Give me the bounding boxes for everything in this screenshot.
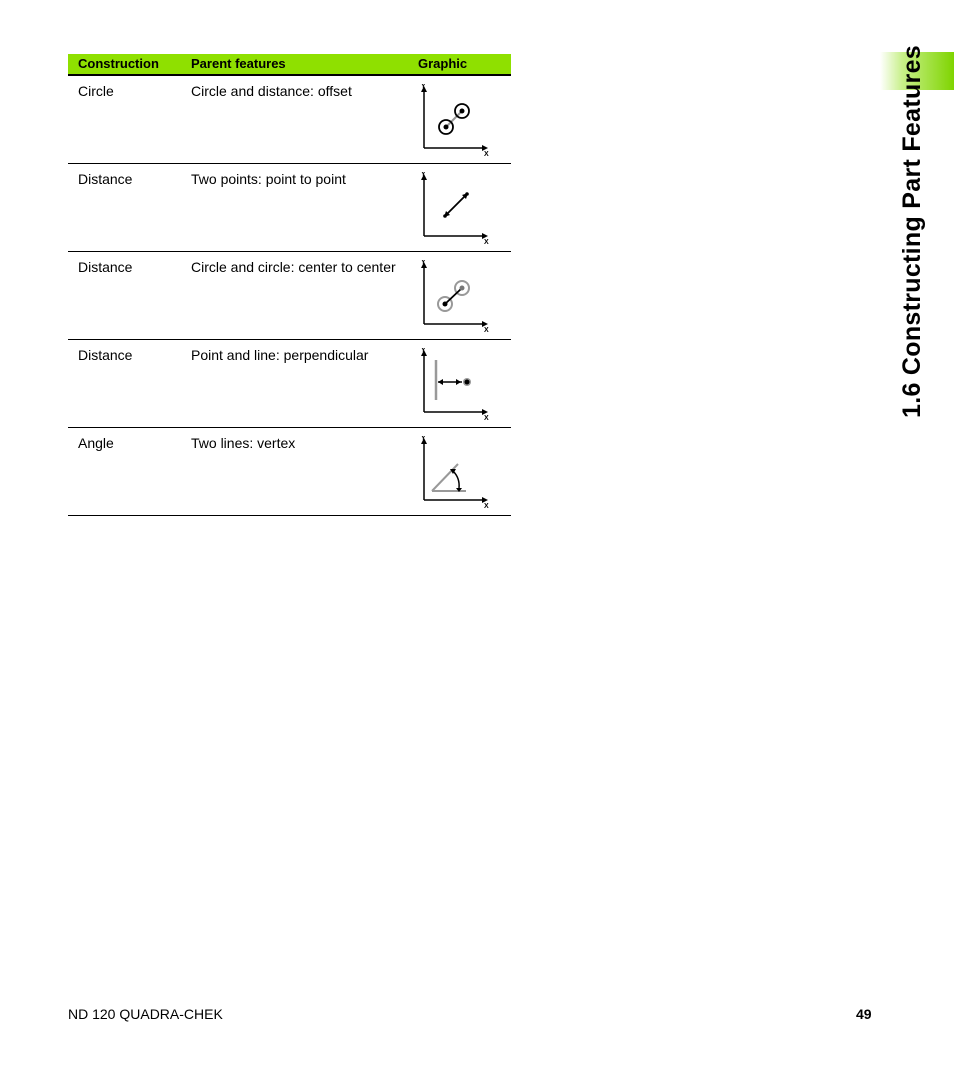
parent-features-cell: Point and line: perpendicular: [191, 347, 369, 363]
table-header: [68, 54, 511, 76]
table-row: [68, 76, 511, 164]
parent-features-cell: Circle and distance: offset: [191, 83, 352, 99]
table-row: [68, 252, 511, 340]
x-axis-label: X: [484, 503, 489, 508]
construction-cell: Angle: [78, 435, 114, 451]
two-lines-vertex-angle-icon: [416, 436, 496, 508]
header-parent-features: Parent features: [191, 56, 286, 71]
x-axis-label: X: [484, 327, 489, 332]
point-line-perpendicular-icon: [416, 348, 496, 420]
construction-cell: Distance: [78, 259, 133, 275]
y-axis-label: Y: [421, 348, 426, 354]
construction-table: [68, 54, 511, 516]
center-to-center-distance-icon: [416, 260, 496, 332]
circle-offset-icon: [416, 84, 496, 156]
header-construction: Construction: [78, 56, 159, 71]
parent-features-cell: Circle and circle: center to center: [191, 259, 396, 275]
construction-cell: Distance: [78, 347, 133, 363]
header-graphic: Graphic: [418, 56, 468, 71]
x-axis-label: X: [484, 151, 489, 156]
table-row: [68, 428, 511, 516]
parent-features-cell: Two lines: vertex: [191, 435, 296, 451]
point-to-point-distance-icon: [416, 172, 496, 244]
footer-product-name: ND 120 QUADRA-CHEK: [68, 1006, 223, 1022]
y-axis-label: Y: [421, 172, 426, 178]
construction-cell: Distance: [78, 171, 133, 187]
construction-cell: Circle: [78, 83, 114, 99]
section-title: 1.6 Constructing Part Features: [898, 45, 926, 418]
y-axis-label: Y: [421, 260, 426, 266]
x-axis-label: X: [484, 415, 489, 420]
y-axis-label: Y: [421, 84, 426, 90]
parent-features-cell: Two points: point to point: [191, 171, 346, 187]
x-axis-label: X: [484, 239, 489, 244]
table-row: [68, 340, 511, 428]
table-row: [68, 164, 511, 252]
page-number: 49: [856, 1006, 872, 1022]
y-axis-label: Y: [421, 436, 426, 442]
